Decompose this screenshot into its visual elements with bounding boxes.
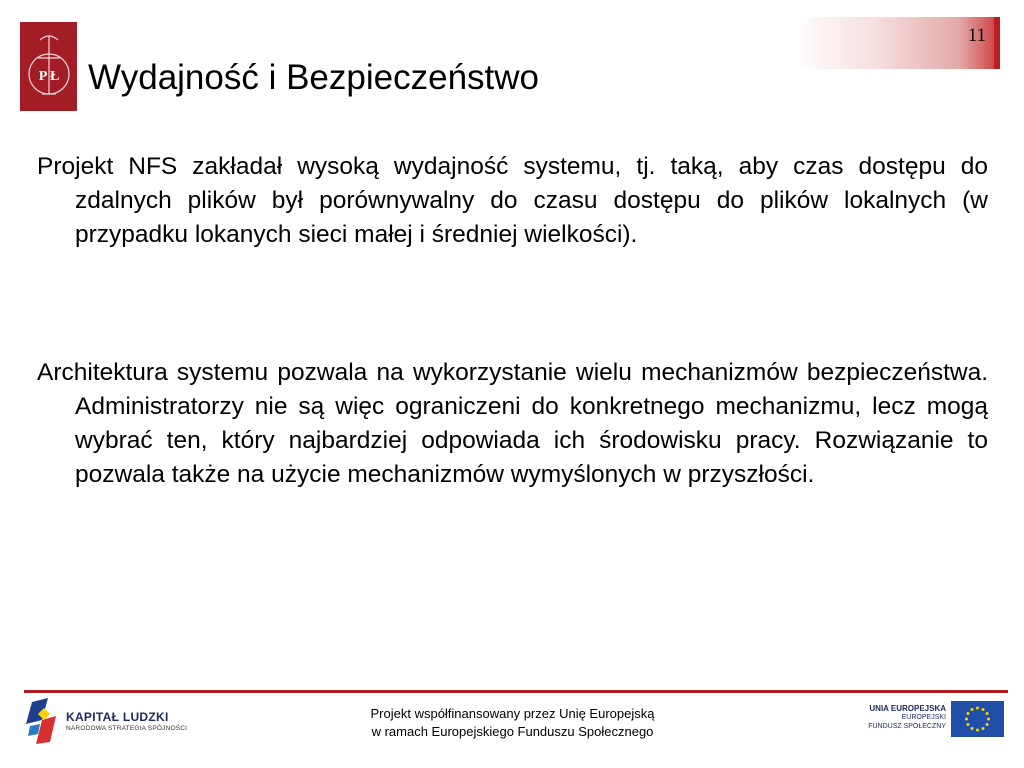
paragraph-performance: Projekt NFS zakładał wysoką wydajność systemu, tj. taką, aby czas dostępu do zdalnych plików był porównywalny do czasu dostępu do plików lokalnych (w przypadku lokanych sieci małej i średniej wielkości). [37, 153, 988, 248]
page-number: 11 [967, 25, 986, 46]
politechnika-lodzka-logo-icon [20, 22, 77, 111]
footer-divider [24, 690, 1008, 693]
page-band-accent [994, 17, 1000, 69]
eu-line-2: EUROPEJSKI [901, 714, 946, 721]
eu-star [986, 712, 989, 715]
kapital-ludzki-logo [26, 698, 186, 744]
eu-star [971, 727, 974, 730]
eu-star [976, 729, 979, 732]
eu-star [965, 718, 968, 721]
kapital-ludzki-mark-icon [26, 698, 60, 744]
eu-star [976, 707, 979, 710]
svg-text:P Ł: P Ł [38, 68, 59, 84]
funding-note [330, 705, 695, 741]
funding-line-1: Projekt współfinansowany przez Unię Europejską [370, 706, 655, 721]
paragraph-security: Architektura systemu pozwala na wykorzystanie wielu mechanizmów bezpieczeństwa. Administratorzy nie są więc ograniczeni do konkretnego mechanizmu, lecz mogą wybrać ten, który najbardziej odpowiada ich środowisku pracy. Rozwiązanie to pozwala także na użycie mechanizmów wymyślonych w przyszłości. [37, 359, 988, 488]
eu-logo-text [856, 704, 946, 731]
eu-star [982, 708, 985, 711]
eu-line-1: UNIA EUROPEJSKA [869, 704, 946, 713]
kapital-ludzki-title: KAPITAŁ LUDZKI [66, 710, 169, 724]
eu-flag-icon [951, 701, 1004, 737]
kapital-ludzki-subtitle: NARODOWA STRATEGIA SPÓJNOŚCI [66, 725, 188, 732]
eu-star [971, 708, 974, 711]
page-number-band [795, 17, 1000, 69]
eu-star [987, 718, 990, 721]
slide-body [37, 150, 988, 492]
eu-line-3: FUNDUSZ SPOŁECZNY [868, 723, 946, 730]
eu-star [986, 723, 989, 726]
eu-star [966, 712, 969, 715]
eu-star [966, 723, 969, 726]
eu-star [982, 727, 985, 730]
page-title: Wydajność i Bezpieczeństwo [88, 58, 540, 97]
funding-line-2: w ramach Europejskiego Funduszu Społecznego [371, 724, 654, 739]
